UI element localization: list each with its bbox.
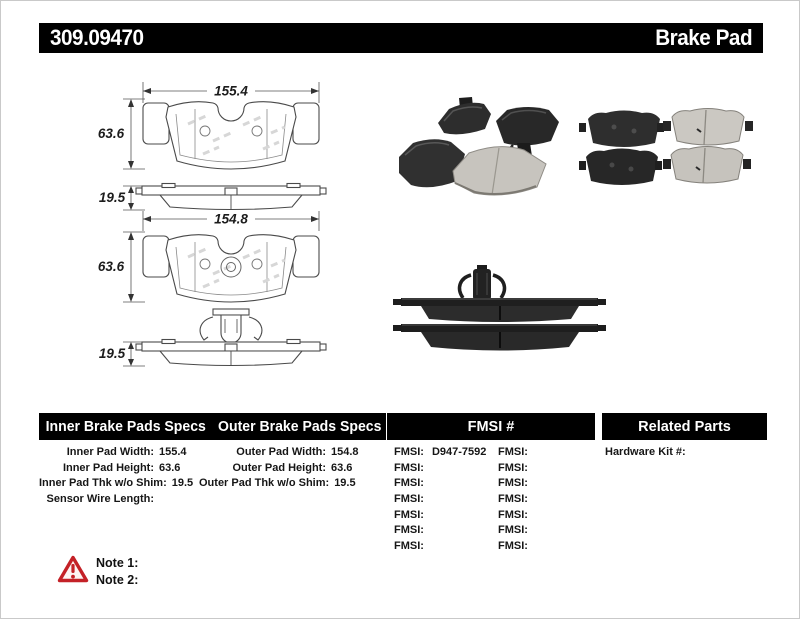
edge-pad-bottom — [393, 324, 606, 351]
fmsi-column-1 — [394, 444, 494, 554]
inner-pad-technical-drawing — [87, 73, 337, 213]
fmsi-row — [394, 491, 494, 507]
outer-spec-row — [199, 460, 371, 476]
fmsi-label: FMSI: — [394, 524, 424, 537]
fmsi-label: FMSI: — [498, 477, 528, 490]
notes-section — [96, 554, 144, 588]
product-type: Brake Pad — [655, 25, 752, 50]
outer-width-dim-label: 154.8 — [214, 211, 248, 227]
spec-value: 63.6 — [331, 461, 353, 474]
spec-label: Outer Pad Thk w/o Shim: — [199, 477, 330, 490]
fmsi-row — [498, 444, 588, 460]
inner-specs-column — [39, 444, 199, 507]
outer-thickness-dim-label: 19.5 — [98, 346, 126, 361]
fmsi-row — [498, 538, 588, 554]
related-part-row — [605, 444, 775, 460]
related-parts-column — [605, 444, 775, 460]
inner-width-dim-label: 155.4 — [214, 83, 248, 99]
outer-spec-row — [199, 444, 371, 460]
fmsi-label: FMSI: — [498, 492, 528, 505]
fmsi-row — [394, 460, 494, 476]
spec-label: Inner Pad Width: — [66, 445, 154, 458]
fmsi-label: FMSI: — [394, 477, 424, 490]
inner-spec-row — [39, 475, 199, 491]
spec-label: Sensor Wire Length: — [46, 492, 154, 505]
fmsi-row — [498, 507, 588, 523]
height-dimension — [123, 232, 145, 302]
height-dimension — [123, 99, 145, 169]
pad-top-right — [496, 107, 559, 146]
pads-specs-header-bar — [39, 413, 386, 440]
fmsi-row — [498, 522, 588, 538]
fmsi-row — [394, 475, 494, 491]
inner-specs-header: Inner Brake Pads Specs — [45, 418, 206, 435]
title-bar — [39, 23, 763, 53]
backplate-pads — [579, 111, 664, 186]
wear-sensor-drawing — [200, 309, 262, 343]
spec-label: Outer Pad Width: — [236, 445, 326, 458]
spec-label: Inner Pad Thk w/o Shim: — [39, 477, 167, 490]
fmsi-label: FMSI: — [498, 524, 528, 537]
fmsi-label: FMSI: — [394, 492, 424, 505]
fmsi-label: FMSI: — [394, 539, 424, 552]
friction-pads — [663, 109, 753, 184]
fmsi-row — [394, 507, 494, 523]
inner-spec-row — [39, 444, 199, 460]
fmsi-label: FMSI: — [498, 508, 528, 521]
related-part-label: Hardware Kit #: — [605, 445, 686, 458]
brake-pads-angled-photo — [389, 93, 599, 201]
spec-label: Outer Pad Height: — [232, 461, 326, 474]
inner-thickness-dim-label: 19.5 — [98, 190, 126, 205]
fmsi-label: FMSI: — [394, 461, 424, 474]
note-row — [96, 554, 144, 571]
warning-triangle-icon — [57, 555, 89, 583]
spec-label: Inner Pad Height: — [62, 461, 154, 474]
outer-pad-technical-drawing — [87, 209, 337, 379]
edge-pad-top — [393, 298, 606, 322]
fmsi-header-bar — [387, 413, 595, 440]
spec-value: 154.8 — [331, 445, 359, 458]
fmsi-label: FMSI: — [498, 461, 528, 474]
fmsi-row — [498, 475, 588, 491]
brake-pads-flat-photo — [579, 87, 775, 189]
note-row — [96, 571, 144, 588]
fmsi-header: FMSI # — [467, 418, 515, 435]
part-number: 309.09470 — [50, 25, 144, 50]
fmsi-row — [394, 538, 494, 554]
fmsi-row — [498, 491, 588, 507]
note-label: Note 1: — [96, 555, 139, 570]
outer-height-dim-label: 63.6 — [97, 259, 125, 274]
related-parts-header: Related Parts — [638, 418, 731, 435]
outer-specs-column — [199, 444, 371, 491]
spec-value: 19.5 — [171, 477, 194, 490]
spec-value: 19.5 — [334, 477, 356, 490]
inner-spec-row — [39, 491, 199, 507]
fmsi-label: FMSI: — [394, 508, 424, 521]
outer-specs-header: Outer Brake Pads Specs — [217, 418, 381, 435]
note-label: Note 2: — [96, 572, 139, 587]
fmsi-column-2 — [498, 444, 588, 554]
related-parts-header-bar — [602, 413, 767, 440]
wear-sensor-photo — [460, 265, 505, 300]
spec-value: 155.4 — [159, 445, 187, 458]
fmsi-row — [498, 460, 588, 476]
inner-height-dim-label: 63.6 — [97, 126, 125, 141]
fmsi-label: FMSI: — [498, 445, 528, 458]
brake-pads-edge-photo — [391, 235, 616, 355]
fmsi-row — [394, 444, 494, 460]
outer-spec-row — [199, 475, 371, 491]
inner-spec-row — [39, 460, 199, 476]
fmsi-label: FMSI: — [498, 539, 528, 552]
fmsi-label: FMSI: — [394, 445, 424, 458]
spec-value: 63.6 — [159, 461, 181, 474]
fmsi-value: D947-7592 — [431, 445, 487, 458]
fmsi-row — [394, 522, 494, 538]
